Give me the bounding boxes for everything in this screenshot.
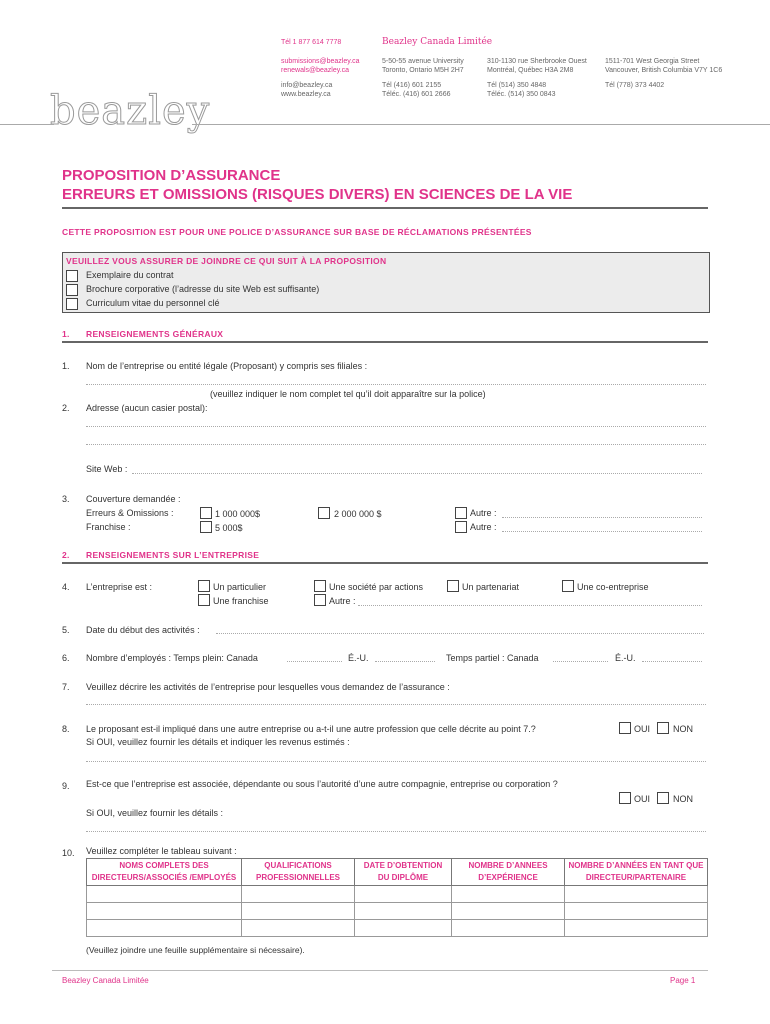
opt-particulier: Un particulier: [213, 582, 267, 592]
checkbox-2m[interactable]: [318, 507, 330, 519]
checkbox-partenariat[interactable]: [447, 580, 459, 592]
q8-oui-label: OUI: [634, 724, 651, 734]
autre-franchise-input[interactable]: [502, 531, 702, 532]
checkbox-q8-oui[interactable]: [619, 722, 631, 734]
q2-number: 2.: [62, 403, 70, 413]
q8-number: 8.: [62, 724, 70, 734]
table-cell[interactable]: [565, 903, 708, 920]
title-rule: [62, 207, 708, 209]
table-header-experience: NOMBRE D’ANNEES D’EXPÉRIENCE: [452, 859, 565, 886]
opt-2m-label: 2 000 000 $: [334, 509, 382, 519]
q5-number: 5.: [62, 625, 70, 635]
opt-1m-label: 1 000 000$: [215, 509, 261, 519]
table-header-directeur: NOMBRE D’ANNÉES EN TANT QUE DIRECTEUR/PARTENAIRE: [565, 859, 708, 886]
table-cell[interactable]: [242, 920, 355, 937]
personnel-table: [86, 858, 708, 937]
header-office-toronto: 5-50-55 avenue University Toronto, Ontario M5H 2H7 Tél (416) 601 2155 Téléc. (416) 601 2666: [382, 58, 464, 98]
q1-input[interactable]: [86, 384, 706, 385]
checkbox-q9-non[interactable]: [657, 792, 669, 804]
table-cell[interactable]: [452, 886, 565, 903]
q3-label: Couverture demandée :: [86, 494, 181, 504]
opt-societe: Une société par actions: [329, 582, 424, 592]
table-header-qualifications: QUALIFICATIONS PROFESSIONNELLES: [242, 859, 355, 886]
site-label: Site Web :: [86, 464, 128, 474]
q9-details-label: Si OUI, veuillez fournir les détails :: [86, 808, 224, 818]
table-row: [87, 903, 708, 920]
checkbox-societe[interactable]: [314, 580, 326, 592]
page-title: PROPOSITION D’ASSURANCE ERREURS ET OMISSIONS (RISQUES DIVERS) EN SCIENCES DE LA VIE: [62, 167, 573, 203]
section1-number: 1.: [62, 329, 70, 339]
q8-non-label: NON: [673, 724, 693, 734]
q2-label: Adresse (aucun casier postal):: [86, 403, 208, 413]
section2-rule: [62, 562, 708, 564]
table-header-date: DATE D’OBTENTION DU DIPLÔME: [355, 859, 452, 886]
q6-parttime-us-input[interactable]: [642, 661, 702, 662]
footer-company: Beazley Canada Limitée: [62, 976, 149, 985]
header-tel: Tél 1 877 614 7778: [281, 39, 342, 46]
q5-label: Date du début des activités :: [86, 625, 200, 635]
q7-input[interactable]: [86, 704, 706, 705]
opt-autre: Autre :: [329, 596, 356, 606]
table-row: [87, 920, 708, 937]
section2-title: RENSEIGNEMENTS SUR L’ENTREPRISE: [86, 550, 260, 560]
q10-label: Veuillez compléter le tableau suivant :: [86, 846, 237, 856]
header-office-montreal: 310-1130 rue Sherbrooke Ouest Montréal, Québec H3A 2M8 Tél (514) 350 4848 Téléc. (514) 350 0843: [487, 58, 587, 98]
table-cell[interactable]: [87, 903, 242, 920]
table-cell[interactable]: [242, 886, 355, 903]
q4-label: L’entreprise est :: [86, 582, 153, 592]
autre-entreprise-input[interactable]: [358, 605, 702, 606]
opt-coentreprise: Une co-entreprise: [577, 582, 649, 592]
q9-number: 9.: [62, 781, 70, 791]
header-rule-right: [192, 124, 770, 125]
opt-franchise: Une franchise: [213, 596, 269, 606]
attach-item-contrat: Exemplaire du contrat: [86, 270, 174, 280]
q6-parttime-canada-input[interactable]: [553, 661, 608, 662]
franchise-label: Franchise :: [86, 522, 131, 532]
q8-input[interactable]: [86, 761, 706, 762]
table-cell[interactable]: [355, 886, 452, 903]
table-cell[interactable]: [452, 903, 565, 920]
table-cell[interactable]: [242, 903, 355, 920]
opt-partenariat: Un partenariat: [462, 582, 520, 592]
q8-label: Le proposant est-il impliqué dans une autre entreprise ou a-t-il une autre profession que celle décrite au point 7.?: [86, 724, 536, 734]
checkbox-coentreprise[interactable]: [562, 580, 574, 592]
q10-number: 10.: [62, 848, 75, 858]
autre-eo-input[interactable]: [502, 517, 702, 518]
q1-number: 1.: [62, 361, 70, 371]
checkbox-particulier[interactable]: [198, 580, 210, 592]
q6-number: 6.: [62, 653, 70, 663]
table-cell[interactable]: [565, 920, 708, 937]
checkbox-5k[interactable]: [200, 521, 212, 533]
table-note: (Veuillez joindre une feuille supplémentaire si nécessaire).: [86, 945, 305, 955]
attachments-heading: VEUILLEZ VOUS ASSURER DE JOINDRE CE QUI SUIT À LA PROPOSITION: [66, 256, 387, 266]
table-cell[interactable]: [87, 920, 242, 937]
q6-parttime-us-label: É.-U.: [615, 653, 636, 663]
section2-number: 2.: [62, 550, 70, 560]
table-cell[interactable]: [355, 920, 452, 937]
checkbox-autre-eo[interactable]: [455, 507, 467, 519]
footer-rule: [52, 970, 708, 971]
checkbox-contrat[interactable]: [66, 270, 78, 282]
autre-eo-label: Autre :: [470, 508, 497, 518]
section1-title: RENSEIGNEMENTS GÉNÉRAUX: [86, 329, 224, 339]
q4-number: 4.: [62, 582, 70, 592]
section1-rule: [62, 341, 708, 343]
opt-5k-label: 5 000$: [215, 523, 243, 533]
eo-label: Erreurs & Omissions :: [86, 508, 174, 518]
checkbox-franchise[interactable]: [198, 594, 210, 606]
q9-non-label: NON: [673, 794, 693, 804]
checkbox-q8-non[interactable]: [657, 722, 669, 734]
table-cell[interactable]: [355, 903, 452, 920]
q9-input[interactable]: [86, 831, 706, 832]
checkbox-autre-entreprise[interactable]: [314, 594, 326, 606]
q9-oui-label: OUI: [634, 794, 651, 804]
attach-item-cv: Curriculum vitae du personnel clé: [86, 298, 220, 308]
q6-fulltime-canada-label: Nombre d’employés : Temps plein: Canada: [86, 653, 258, 663]
table-cell[interactable]: [565, 886, 708, 903]
footer-page: Page 1: [670, 976, 696, 985]
checkbox-autre-franchise[interactable]: [455, 521, 467, 533]
q8-details-label: Si OUI, veuillez fournir les détails et indiquer les revenus estimés :: [86, 737, 350, 747]
checkbox-1m[interactable]: [200, 507, 212, 519]
q7-number: 7.: [62, 682, 70, 692]
checkbox-brochure[interactable]: [66, 284, 78, 296]
table-cell[interactable]: [87, 886, 242, 903]
q2-input-line1[interactable]: [86, 426, 706, 427]
q1-label: Nom de l’entreprise ou entité légale (Proposant) y compris ses filiales :: [86, 361, 368, 371]
header-office-vancouver: 1511-701 West Georgia Street Vancouver, British Columbia V7Y 1C6 Tél (778) 373 4402: [605, 58, 723, 89]
autre-franchise-label: Autre :: [470, 522, 497, 532]
q2-input-line2[interactable]: [86, 444, 706, 445]
checkbox-cv[interactable]: [66, 298, 78, 310]
header-rule-left: [0, 124, 54, 125]
table-cell[interactable]: [452, 920, 565, 937]
q7-label: Veuillez décrire les activités de l’entreprise pour lesquelles vous demandez de l’assurance :: [86, 682, 450, 692]
site-input[interactable]: [132, 473, 702, 474]
q1-note: (veuillez indiquer le nom complet tel qu’il doit apparaître sur la police): [210, 389, 486, 399]
attach-item-brochure: Brochure corporative (l’adresse du site Web est suffisante): [86, 284, 320, 294]
q6-fulltime-us-input[interactable]: [375, 661, 435, 662]
header-company: Beazley Canada Limitée: [382, 37, 493, 47]
q3-number: 3.: [62, 494, 70, 504]
checkbox-q9-oui[interactable]: [619, 792, 631, 804]
header-emails: submissions@beazley.ca renewals@beazley.ca info@beazley.ca www.beazley.ca: [281, 58, 360, 98]
subtitle: CETTE PROPOSITION EST POUR UNE POLICE D’ASSURANCE SUR BASE DE RÉCLAMATIONS PRÉSENTÉES: [62, 227, 532, 237]
beazley-logo: beazley: [50, 88, 211, 134]
q6-fulltime-us-label: É.-U.: [348, 653, 369, 663]
table-header-noms: NOMS COMPLETS DES DIRECTEURS/ASSOCIÉS /EMPLOYÉS: [87, 859, 242, 886]
q6-parttime-canada-label: Temps partiel : Canada: [446, 653, 539, 663]
q5-input[interactable]: [216, 633, 704, 634]
q6-fulltime-canada-input[interactable]: [287, 661, 342, 662]
table-row: [87, 886, 708, 903]
q9-label: Est-ce que l’entreprise est associée, dépendante ou sous l’autorité d’une autre compagnie, entreprise ou corporation ?: [86, 779, 558, 789]
